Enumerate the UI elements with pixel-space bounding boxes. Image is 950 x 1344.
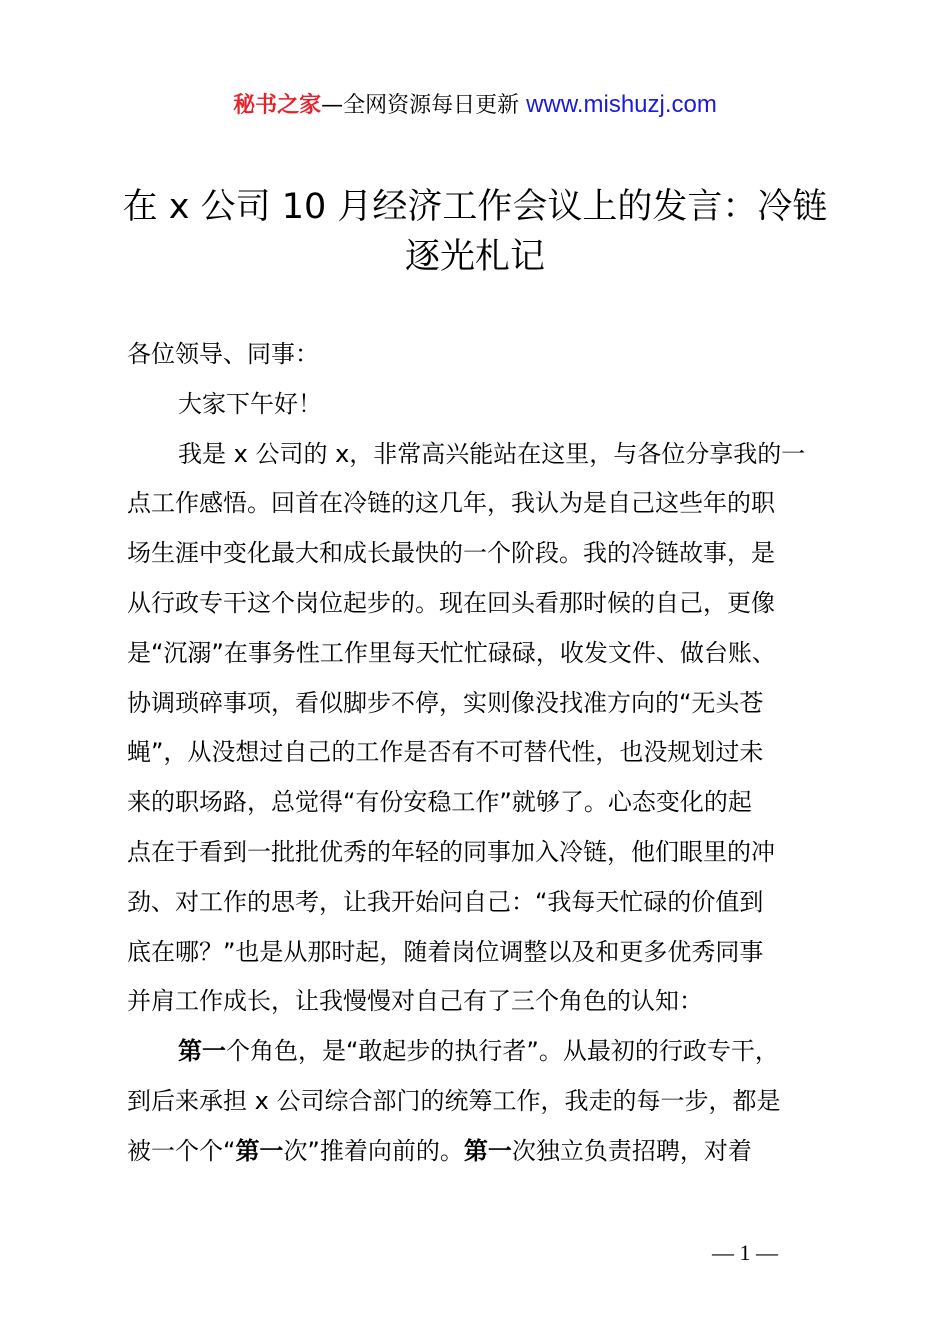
body-line: 点工作感悟。回首在冷链的这几年，我认为是自己这些年的职	[127, 489, 775, 518]
body-line: 我是 x 公司的 x，非常高兴能站在这里，与各位分享我的一	[178, 439, 806, 468]
text: 次”推着向前的。	[283, 1136, 464, 1165]
site-url-link[interactable]: www.mishuzj.com	[526, 91, 717, 118]
document-title	[0, 182, 950, 282]
page-number: — 1 —	[712, 1240, 778, 1265]
brand-name: 秘书之家	[233, 93, 322, 118]
text: 次独立负责招聘，对着	[511, 1136, 752, 1165]
document-body	[127, 334, 857, 1181]
bold-text: 第一	[235, 1136, 284, 1165]
body-line: 点在于看到一批批优秀的年轻的同事加入冷链，他们眼里的冲	[127, 837, 775, 866]
body-line	[127, 1131, 857, 1181]
body-line: 并肩工作成长，让我慢慢对自己有了三个角色的认知：	[127, 987, 703, 1016]
body-line: 场生涯中变化最大和成长最快的一个阶段。我的冷链故事，是	[127, 539, 775, 568]
body-line: 蝇”，从没想过自己的工作是否有不可替代性，也没规划过未	[127, 738, 764, 767]
slogan: —全网资源每日更新	[321, 93, 527, 118]
body-line: 从行政专干这个岗位起步的。现在回头看那时候的自己，更像	[127, 588, 775, 617]
body-line: 来的职场路，总觉得“有份安稳工作”就够了。心态变化的起	[127, 788, 752, 817]
title-line-1: 在 x 公司 10 月经济工作会议上的发言：冷链	[122, 187, 828, 227]
bold-text: 第一	[463, 1136, 512, 1165]
site-header	[0, 88, 950, 119]
body-line: 协调琐碎事项，看似脚步不停，实则像没找准方向的“无头苍	[127, 688, 764, 717]
body-line: 到后来承担 x 公司综合部门的统筹工作，我走的每一步，都是	[127, 1086, 781, 1115]
bold-text: 第一	[178, 1037, 226, 1066]
text: 个角色，是“敢起步的执行者”。从最初的行政专干，	[226, 1037, 779, 1066]
body-line: 劲、对工作的思考，让我开始问自己：“我每天忙碌的价值到	[127, 887, 764, 916]
title-line-2: 逐光札记	[404, 237, 545, 277]
salutation: 各位领导、同事：	[127, 340, 319, 368]
body-line: 底在哪？”也是从那时起，随着岗位调整以及和更多优秀同事	[127, 937, 764, 966]
body-line: 是“沉溺”在事务性工作里每天忙忙碌碌，收发文件、做台账、	[127, 638, 776, 667]
body-line	[127, 1031, 857, 1081]
text: 被一个个“	[127, 1136, 236, 1165]
greeting: 大家下午好！	[178, 389, 322, 418]
